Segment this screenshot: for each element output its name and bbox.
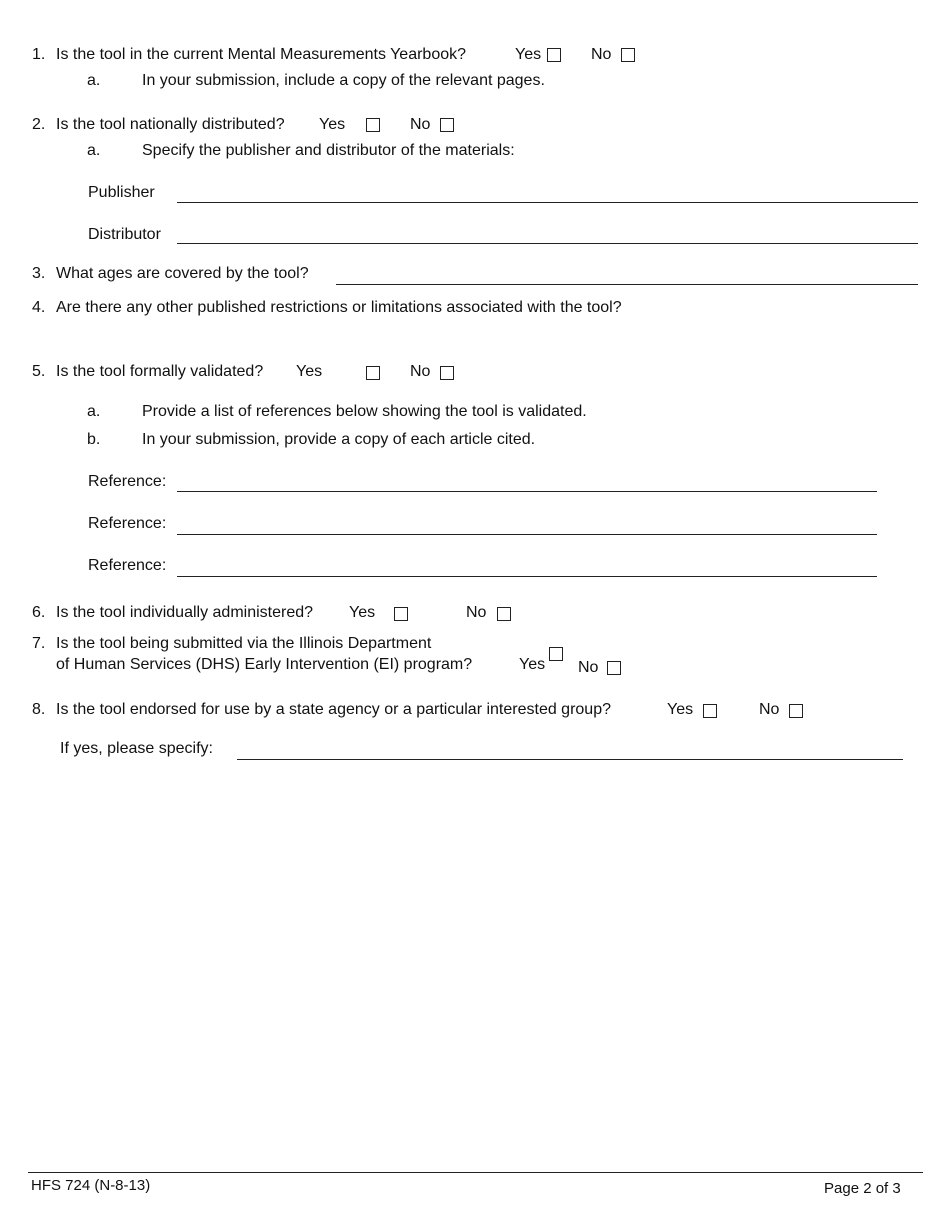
- q2-sub-a-label: a.: [87, 142, 101, 159]
- distributor-label: Distributor: [88, 226, 161, 243]
- q2-sub-a-text: Specify the publisher and distributor of the materials:: [142, 142, 515, 159]
- q2-text: Is the tool nationally distributed?: [56, 116, 285, 133]
- q8-no-label: No: [759, 701, 780, 718]
- q6-yes-label: Yes: [349, 604, 376, 621]
- q7-text-line1: Is the tool being submitted via the Illinois Department: [56, 635, 432, 652]
- q3-number: 3.: [32, 265, 46, 282]
- q7-yes-checkbox[interactable]: [549, 647, 563, 661]
- q8-yes-label: Yes: [667, 701, 694, 718]
- reference-field-2[interactable]: [177, 534, 877, 535]
- q5-sub-a-label: a.: [87, 403, 101, 420]
- q8-yes-checkbox[interactable]: [703, 704, 717, 718]
- q5-no-checkbox[interactable]: [440, 366, 454, 380]
- q2-no-checkbox[interactable]: [440, 118, 454, 132]
- reference-label-2: Reference:: [88, 515, 167, 532]
- specify-field[interactable]: [237, 759, 903, 760]
- q1-yes-label: Yes: [515, 46, 542, 63]
- reference-label-1: Reference:: [88, 473, 167, 490]
- q6-text: Is the tool individually administered?: [56, 604, 314, 621]
- distributor-field[interactable]: [177, 243, 918, 244]
- specify-label: If yes, please specify:: [60, 740, 213, 757]
- q8-text: Is the tool endorsed for use by a state agency or a particular interested group?: [56, 701, 611, 718]
- q1-no-label: No: [591, 46, 612, 63]
- q5-yes-checkbox[interactable]: [366, 366, 380, 380]
- publisher-label: Publisher: [88, 184, 155, 201]
- q1-number: 1.: [32, 46, 46, 63]
- q5-sub-b-label: b.: [87, 431, 101, 448]
- reference-field-1[interactable]: [177, 491, 877, 492]
- q2-no-label: No: [410, 116, 431, 133]
- q3-text: What ages are covered by the tool?: [56, 265, 309, 282]
- q7-yes-label: Yes: [519, 656, 546, 673]
- q5-sub-b-text: In your submission, provide a copy of each article cited.: [142, 431, 536, 448]
- q1-sub-a-text: In your submission, include a copy of the relevant pages.: [142, 72, 545, 89]
- q6-no-checkbox[interactable]: [497, 607, 511, 621]
- q5-no-label: No: [410, 363, 431, 380]
- q4-number: 4.: [32, 299, 46, 316]
- q4-text: Are there any other published restrictions or limitations associated with the tool?: [56, 299, 622, 316]
- q1-sub-a-label: a.: [87, 72, 101, 89]
- reference-field-3[interactable]: [177, 576, 877, 577]
- q5-yes-label: Yes: [296, 363, 323, 380]
- q2-yes-checkbox[interactable]: [366, 118, 380, 132]
- q6-no-label: No: [466, 604, 487, 621]
- footer-divider: [28, 1172, 923, 1173]
- q6-number: 6.: [32, 604, 46, 621]
- q5-text: Is the tool formally validated?: [56, 363, 264, 380]
- q1-no-checkbox[interactable]: [621, 48, 635, 62]
- reference-label-3: Reference:: [88, 557, 167, 574]
- q7-number: 7.: [32, 635, 46, 652]
- q6-yes-checkbox[interactable]: [394, 607, 408, 621]
- publisher-field[interactable]: [177, 202, 918, 203]
- q5-sub-a-text: Provide a list of references below showing the tool is validated.: [142, 403, 587, 420]
- q1-yes-checkbox[interactable]: [547, 48, 561, 62]
- q7-no-checkbox[interactable]: [607, 661, 621, 675]
- q5-number: 5.: [32, 363, 46, 380]
- q2-number: 2.: [32, 116, 46, 133]
- ages-field[interactable]: [336, 284, 918, 285]
- q8-number: 8.: [32, 701, 46, 718]
- q8-no-checkbox[interactable]: [789, 704, 803, 718]
- form-id: HFS 724 (N-8-13): [31, 1177, 151, 1194]
- q7-no-label: No: [578, 659, 599, 676]
- page-number: Page 2 of 3: [824, 1180, 901, 1197]
- q2-yes-label: Yes: [319, 116, 346, 133]
- q1-text: Is the tool in the current Mental Measurements Yearbook?: [56, 46, 467, 63]
- q7-text-line2: of Human Services (DHS) Early Intervention (EI) program?: [56, 656, 473, 673]
